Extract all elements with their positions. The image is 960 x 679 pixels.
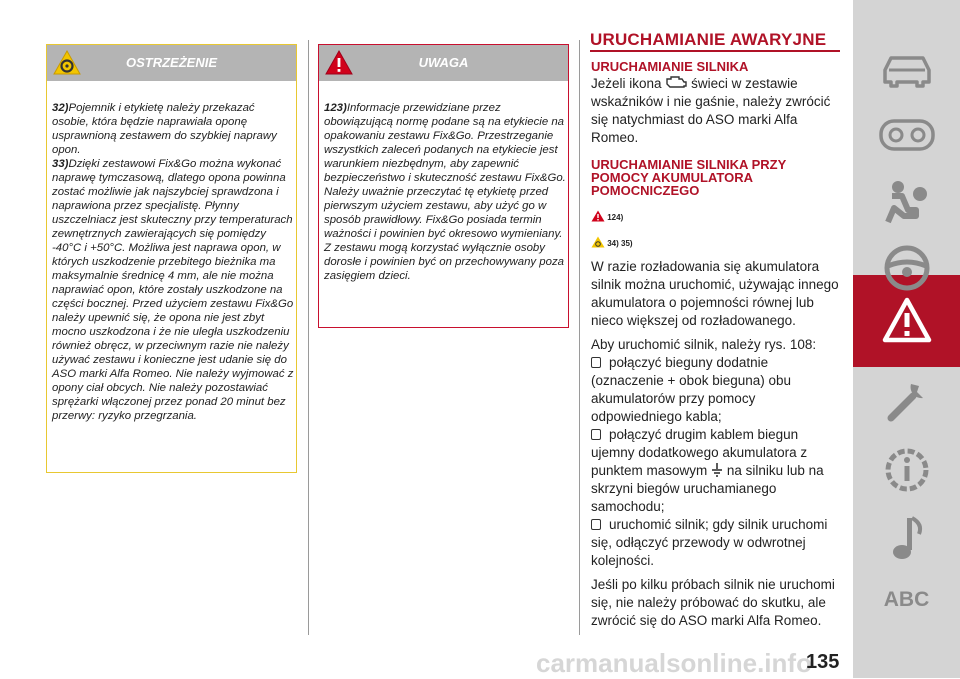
- paragraph: W razie rozładowania się akumulatora silnik można uruchomić, używając innego akumulatora o pojemności równej lub nieco większej od rozładowanego.: [591, 259, 839, 328]
- ref-number: 32): [52, 102, 69, 114]
- text-fragment: Jeżeli ikona: [591, 76, 662, 91]
- bullet-icon: [591, 519, 601, 530]
- music-note-icon: [887, 514, 927, 562]
- sidebar-item-driving[interactable]: [853, 242, 960, 294]
- subsection-engine-start: [591, 60, 841, 147]
- tire-warning-icon: [591, 236, 605, 248]
- sidebar-item-multimedia[interactable]: [853, 512, 960, 564]
- paragraph: Aby uruchomić silnik, należy rys. 108:: [591, 337, 817, 352]
- sidebar-item-index[interactable]: ABC: [883, 588, 930, 611]
- reference-text: 124): [607, 213, 624, 222]
- dashboard-gauges-icon: [879, 118, 935, 152]
- section-title: URUCHAMIANIE AWARYJNE: [590, 30, 827, 49]
- jump-start-body: [591, 258, 841, 630]
- gear-info-icon: [880, 443, 934, 497]
- car-icon: [879, 50, 935, 90]
- column-divider-left: [308, 40, 309, 635]
- caution-item: [324, 101, 566, 283]
- caution-box-body: [324, 101, 566, 283]
- warning-text: Pojemnik i etykietę należy przekazać osobie, która będzie naprawiała oponę usprawnioną zestawem do szybkiej naprawy opon.: [52, 102, 277, 156]
- caution-reference: [591, 210, 623, 222]
- steering-wheel-icon: [883, 244, 931, 292]
- column-divider-right: [579, 40, 580, 635]
- sidebar-item-dashboard[interactable]: [853, 115, 960, 155]
- section-title-rule: [590, 50, 840, 52]
- caution-box: [318, 44, 569, 328]
- warning-item: [52, 157, 294, 423]
- warning-item: [52, 101, 294, 157]
- warning-box-header: [47, 45, 296, 81]
- subsection-title: URUCHAMIANIE SILNIKA: [591, 59, 749, 74]
- bullet-icon: [591, 357, 601, 368]
- reference-text: 34) 35): [607, 239, 633, 248]
- list-item-text: połączyć bieguny dodatnie (oznaczenie + obok bieguna) obu akumulatorów przy pomocy odpowiedniego kabla;: [591, 355, 792, 424]
- warning-box-title: OSTRZEŻENIE: [125, 55, 217, 70]
- paragraph: Jeśli po kilku próbach silnik nie uruchomi się, nie należy próbować do skutku, ale zwrócić się do ASO marki Alfa Romeo.: [591, 577, 835, 628]
- ref-number: 123): [324, 102, 347, 114]
- wrench-icon: [883, 376, 931, 424]
- list-item: [591, 516, 841, 570]
- warning-triangle-icon: [881, 296, 933, 344]
- ground-icon: [711, 463, 723, 477]
- list-item: [591, 354, 841, 426]
- subsection-title: URUCHAMIANIE SILNIKA PRZY POMOCY AKUMULATORA POMOCNICZEGO: [591, 157, 787, 198]
- sidebar-item-maintenance[interactable]: [853, 375, 960, 425]
- watermark: carmanualsonline.info: [536, 648, 812, 678]
- sidebar-item-car[interactable]: [853, 45, 960, 95]
- bullet-icon: [591, 429, 601, 440]
- caution-text: Informacje przewidziane przez obowiązującą normę podane są na etykiecie na opakowaniu zestawu Fix&Go. Przestrzeganie wszystkich zaleceń podanych na etykiecie jest warunkiem niezbędnym, aby zapewnić bezpieczeństwo i skuteczność zestawu Fix&Go. Należy uważnie przeczytać tę etykietę przed pierwszym użyciem zestawu, aby użyć go w sposób prawidłowy. Fix&Go posiada termin ważności i powinien być okresowo wymieniany. Z zestawu mogą korzystać wyłącznie osoby dorosłe i powinien być on przechowywany poza zasięgiem dzieci.: [324, 102, 566, 282]
- warning-box: [46, 44, 297, 473]
- list-item: [591, 426, 841, 516]
- list-item-text: uruchomić silnik; gdy silnik uruchomi się, odłączyć przewody w odwrotnej kolejności.: [591, 517, 828, 568]
- caution-box-header: [319, 45, 568, 81]
- text-fragment: świeci w zestawie wskaźników i nie gaśnie, należy zwrócić się natychmiast do ASO marki Alfa Romeo.: [591, 76, 831, 145]
- page-number: 135: [806, 651, 840, 673]
- warning-text: Dzięki zestawowi Fix&Go można wykonać naprawę tymczasową, dlatego opona powinna zostać możliwie jak najszybciej sprawdzona i naprawiona przez specjalistę. Płynny uszczelniacz jest skuteczny przy temperaturach zewnętrznych zawierających się pomiędzy -40°C i +50°C. Możliwa jest naprawa opon, w których uszkodzenie przebitego bieżnika ma maksymalnie średnicę 4 mm, ale nie można naprawiać opon, które zostały uszkodzone na części bocznej. Przed użyciem zestawu Fix&Go należy upewnić się, że opona nie jest zbyt mocno uszkodzona i że nie uległa uszkodzeniu również obręcz, w przeciwnym razie nie należy używać zestawu i konieczne jest udanie się do ASO marki Alfa Romeo. Nie należy wyjmować z opony ciał obcych. Nie należy pozostawiać sprężarki włączonej przez ponad 20 minut bez przerwy: ryzyko przegrzania.: [52, 158, 294, 422]
- caution-box-title: UWAGA: [418, 55, 469, 70]
- list-item-text: na silniku lub na skrzyni biegów uruchamianego samochodu;: [591, 463, 824, 514]
- sidebar-item-emergency[interactable]: [853, 290, 960, 350]
- list-item-text: połączyć drugim kablem biegun ujemny dodatkowego akumulatora z punktem masowym: [591, 427, 808, 478]
- ref-number: 33): [52, 158, 69, 170]
- warning-box-body: [52, 101, 294, 423]
- engine-start-paragraph: [591, 75, 841, 147]
- sidebar-item-safety[interactable]: [853, 175, 960, 230]
- subsection-jump-start: [591, 158, 841, 197]
- engine-failure-icon: [665, 75, 687, 89]
- warning-reference: [591, 236, 633, 248]
- sidebar-item-technical-data[interactable]: [853, 440, 960, 500]
- exclamation-warning-icon: [591, 210, 605, 222]
- airbag-person-icon: [882, 178, 932, 228]
